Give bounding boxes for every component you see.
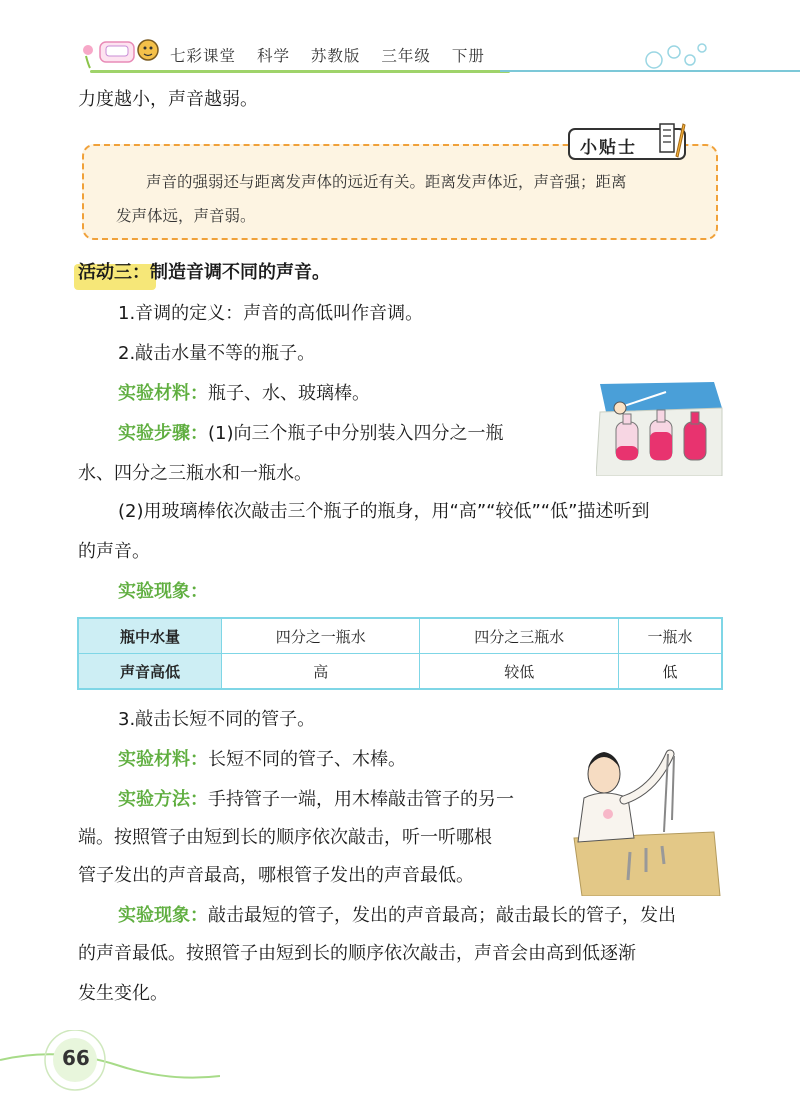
table-cell: 一瓶水 [618, 618, 722, 654]
bubbles-icon [640, 36, 720, 72]
exp2-phenomenon-c: 发生变化。 [78, 983, 168, 1004]
header-series: 七彩课堂 [170, 47, 237, 65]
table-cell: 四分之一瓶水 [222, 618, 420, 654]
observation-table [77, 617, 723, 690]
header-grade: 三年级 [381, 47, 431, 65]
header-title [170, 44, 500, 66]
table-cell: 四分之三瓶水 [420, 618, 618, 654]
exp1-step1-b: 水、四分之三瓶水和一瓶水。 [78, 463, 312, 484]
exp1-materials-text: 瓶子、水、玻璃棒。 [208, 383, 370, 404]
table-cell: 较低 [420, 654, 618, 690]
exp2-phenomenon-b: 的声音最低。按照管子由短到长的顺序依次敲击，声音会由高到低逐渐 [78, 943, 636, 964]
exp1-heading: 2.敲击水量不等的瓶子。 [118, 343, 316, 364]
table-row [78, 618, 722, 654]
page-number-decoration [0, 1030, 220, 1113]
exp2-phenomenon-a: 敲击最短的管子，发出的声音最高；敲击最长的管子，发出 [208, 905, 676, 926]
activity3-title: 制造音调不同的声音。 [150, 262, 330, 283]
header-divider-green [90, 70, 510, 73]
header-subject: 科学 [256, 47, 290, 65]
header-logo-icon [78, 32, 164, 70]
exp2-phenomenon [118, 902, 676, 930]
activity3-heading [78, 258, 330, 284]
exp2-method-a: 手持管子一端，用木棒敲击管子的另一 [208, 789, 514, 810]
exp1-steps-label: 实验步骤： [118, 423, 208, 444]
exp1-step1-a: (1)向三个瓶子中分别装入四分之一瓶 [208, 423, 504, 444]
page-header [0, 0, 800, 86]
pitch-definition: 1.音调的定义：声音的高低叫作音调。 [118, 303, 424, 324]
table-row [78, 654, 722, 690]
exp1-materials-label: 实验材料： [118, 383, 208, 404]
exp2-method-c: 管子发出的声音最高，哪根管子发出的声音最低。 [78, 865, 474, 886]
table-cell: 低 [618, 654, 722, 690]
exp2-materials [118, 746, 406, 774]
exp2-method-label: 实验方法： [118, 789, 208, 810]
intro-line: 力度越小，声音越弱。 [78, 89, 258, 110]
activity3-colon: ： [132, 262, 150, 283]
exp2-method [118, 786, 514, 814]
exp2-heading: 3.敲击长短不同的管子。 [118, 709, 316, 730]
header-edition: 苏教版 [310, 47, 361, 65]
exp1-phenomenon-label: 实验现象： [118, 581, 208, 602]
header-divider-blue [500, 70, 800, 72]
exp1-step2-a: (2)用玻璃棒依次敲击三个瓶子的瓶身，用“高”“较低”“低”描述听到 [118, 501, 650, 522]
tip-line-2: 发声体远，声音弱。 [116, 207, 256, 225]
tip-badge [568, 128, 686, 160]
table-cell: 瓶中水量 [78, 618, 222, 654]
exp1-step2-b: 的声音。 [78, 541, 150, 562]
boy-tubes-illustration [564, 740, 724, 896]
activity3-label: 活动三 [78, 262, 132, 283]
exp1-materials [118, 380, 370, 408]
exp2-materials-text: 长短不同的管子、木棒。 [208, 749, 406, 770]
header-volume: 下册 [451, 47, 485, 65]
bottles-illustration [596, 378, 724, 476]
table-cell: 声音高低 [78, 654, 222, 690]
tip-line-1: 声音的强弱还与距离发声体的远近有关。距离发声体近，声音强；距离 [146, 173, 627, 191]
exp2-phenomenon-label: 实验现象： [118, 905, 208, 926]
exp2-method-b: 端。按照管子由短到长的顺序依次敲击，听一听哪根 [78, 827, 492, 848]
pencil-icon [656, 118, 686, 162]
exp1-steps [118, 420, 504, 448]
tip-title: 小贴士 [580, 138, 637, 158]
page-number: 66 [62, 1046, 90, 1070]
table-cell: 高 [222, 654, 420, 690]
exp2-materials-label: 实验材料： [118, 749, 208, 770]
